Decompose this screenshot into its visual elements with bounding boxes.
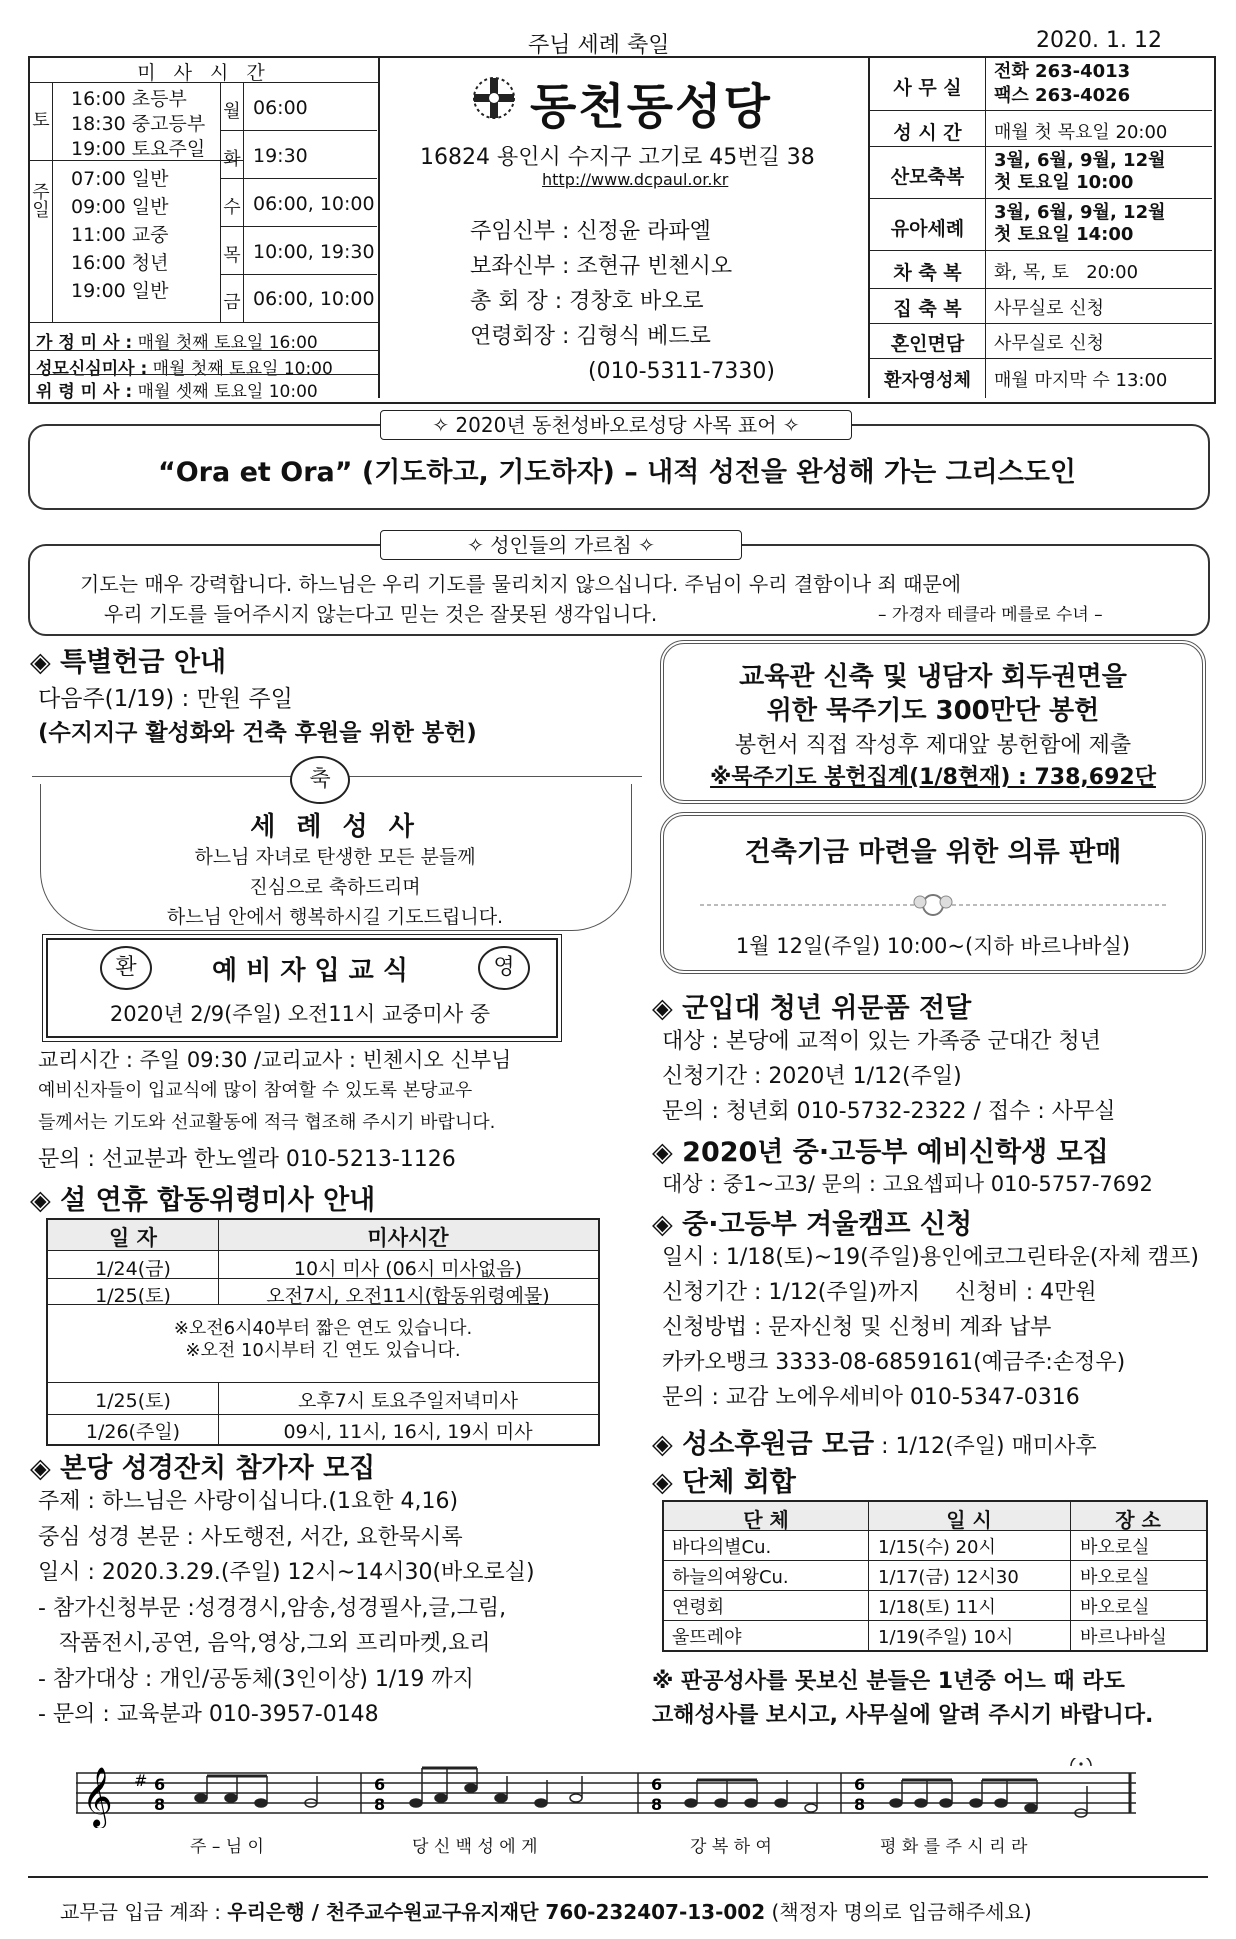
weekday-label: 수 [223,197,241,218]
list-item: 07:00 일반 [71,168,169,190]
table-cell: 1/19(주일) 10시 [878,1627,1014,1648]
svg-text:8: 8 [651,1795,663,1814]
table-cell: 바오로실 [1080,1567,1150,1588]
special-offering-line: 다음주(1/19) : 만원 주일 [38,686,293,712]
table-cell: 1/25(토) [95,1390,171,1412]
parish-url[interactable]: http://www.dcpaul.or.kr [542,170,729,189]
office-value: 매월 마지막 수 13:00 [994,370,1168,391]
list-item: 신청방법 : 문자신청 및 신청비 계좌 납부 [662,1315,1052,1340]
extra-mass-row: 가 정 미 사 : 매월 첫째 토요일 16:00 [36,333,318,353]
bible-fest-title: ◈ 본당 성경잔치 참가자 모집 [30,1453,376,1484]
sun-label: 주일 [29,182,50,218]
list-item: 대상 : 본당에 교적이 있는 가족중 군대간 청년 [662,1029,1101,1054]
catechumen-line: 교리시간 : 주일 09:30 /교리교사 : 빈첸시오 신부님 [38,1048,512,1072]
office-value: 3월, 6월, 9월, 12월 첫 토요일 10:00 [994,150,1166,193]
table-cell: 1/24(금) [95,1258,171,1280]
svg-text:8: 8 [854,1795,866,1814]
lyric-text: 당 신 백 성 에 게 [412,1837,538,1857]
weekday-label: 금 [223,292,241,313]
table-note: ※오전 10시부터 긴 연도 있습니다. [185,1340,461,1361]
table-cell: 바오로실 [1080,1537,1150,1558]
table-cell: 1/15(수) 20시 [878,1537,996,1558]
rosary-count: ※묵주기도 봉헌집계(1/8현재) : 738,692단 [710,765,1156,790]
weekday-mass-list [220,82,377,322]
table-cell: 연령회 [672,1597,725,1618]
parish-logo [470,74,518,122]
baptism-line: 하느님 자녀로 탄생한 모든 분들께 [194,846,476,868]
table-cell: 바다의별Cu. [672,1537,772,1558]
svg-text:6: 6 [154,1775,166,1794]
catechumen-line: 예비신자들이 입교식에 많이 참여할 수 있도록 본당교우 [38,1080,473,1101]
bible-fest-lines [38,1484,535,1733]
list-item: - 문의 : 교육분과 010-3957-0148 [38,1702,379,1727]
staff-list: 주임신부 : 신정윤 라파엘 보좌신부 : 조현규 빈첸시오 총 회 장 : 경창호 바오로 연령회장 : 김형식 베드로 (010-5311-7330) [470,219,776,384]
table-cell: 1/17(금) 12시30 [878,1567,1019,1588]
weekday-time: 10:00, 19:30 [253,241,375,263]
table-cell: 1/18(토) 11시 [878,1597,996,1618]
svg-text:𝄞: 𝄞 [82,1767,113,1827]
baptism-line: 하느님 안에서 행복하시길 기도드립니다. [166,906,504,928]
list-item: 18:30 중고등부 [71,113,206,135]
sanctuary-row: ◈ 성소후원금 모금 : 1/12(주일) 매미사후 [652,1429,1097,1460]
saints-tag: ✧ 성인들의 가르침 ✧ [380,530,742,560]
office-value: 사무실로 신청 [994,333,1105,354]
list-item: 일시 : 2020.3.29.(주일) 12시~14시30(바오로실) [38,1560,535,1585]
office-label: 사 무 실 [893,77,962,99]
rosary-title: 위한 묵주기도 300만단 봉헌 [766,696,1100,726]
military-title: ◈ 군입대 청년 위문품 전달 [652,993,972,1024]
table-cell: 1/25(토) [95,1285,171,1307]
clothing-title: 건축기금 마련을 위한 의류 판매 [744,837,1122,868]
svg-text:#: # [134,1771,148,1790]
table-cell: 오후7시 토요주일저녁미사 [297,1390,519,1412]
catechumen-line: 들께서는 기도와 선교활동에 적극 협조해 주시기 바랍니다. [38,1112,496,1133]
catechumen-date: 2020년 2/9(주일) 오전11시 교중미사 중 [109,1002,491,1026]
motto-tag: ✧ 2020년 동천성바오로성당 사목 표어 ✧ [380,410,852,440]
table-cell: 1/26(주일) [85,1421,181,1443]
baptism-title: 세 례 성 사 [250,812,420,842]
office-label: 유아세례 [890,218,965,240]
weekday-time: 06:00 [253,97,308,119]
new-year-table [46,1218,600,1446]
list-item: 09:00 일반 [71,196,169,218]
svg-text:6: 6 [651,1775,663,1794]
list-item: 문의 : 교감 노에우세비아 010-5347-0316 [662,1385,1080,1410]
feast-title: 주님 세례 축일 [528,33,670,58]
office-label: 환자영성체 [884,370,971,391]
table-header: 일 자 [109,1226,157,1250]
camp-title: ◈ 중·고등부 겨울캠프 신청 [652,1209,973,1240]
lyric-text: 평 화 를 주 시 리 라 [880,1837,1028,1857]
list-item: 16:00 청년 [71,252,169,274]
footer-divider [28,1876,1208,1878]
weekday-label: 화 [223,149,241,170]
svg-text:8: 8 [374,1795,386,1814]
weekday-time: 06:00, 10:00 [253,193,375,215]
welcome-badge-icon: 환 [100,946,152,990]
groups-title: ◈ 단체 회합 [652,1467,796,1498]
table-cell: 바르나바실 [1080,1627,1167,1648]
svg-text:8: 8 [154,1795,166,1814]
table-cell: 바오로실 [1080,1597,1150,1618]
rosary-title: 교육관 신축 및 냉담자 회두권면을 [739,662,1127,692]
special-offering-title: ◈ 특별헌금 안내 [30,647,227,678]
list-item: 작품전시,공연, 음악,영상,그외 프리마켓,요리 [38,1631,491,1656]
office-label: 산모축복 [890,166,965,188]
parish-address: 16824 용인시 수지구 고기로 45번길 38 [420,145,815,170]
list-item: 카카오뱅크 3333-08-6859161(예금주:손정우) [662,1350,1126,1375]
table-note: ※오전6시40부터 짧은 연도 있습니다. [173,1318,473,1339]
list-item: - 참가대상 : 개인/공동체(3인이상) 1/19 까지 [38,1666,474,1692]
camp-lines [662,1240,1199,1415]
list-item: 19:00 일반 [71,280,169,302]
new-year-title: ◈ 설 연휴 합동위령미사 안내 [30,1185,376,1216]
list-item: - 참가신청부문 :성경경시,암송,성경필사,글,그림, [38,1595,507,1621]
footer-account: 교무금 입금 계좌 : 우리은행 / 천주교수원교구유지재단 760-232407-13-002 (책정자 명의로 입금해주세요) [60,1900,1032,1924]
office-info [868,58,1212,398]
table-header: 미사시간 [367,1226,449,1250]
saints-line: 기도는 매우 강력합니다. 하느님은 우리 기도를 물리치지 않으십니다. 주님이 우리 결함이나 죄 때문에 [80,572,962,596]
table-cell: 오전7시, 오전11시(합동위령예물) [266,1285,550,1307]
seminary-title: ◈ 2020년 중·고등부 예비신학생 모집 [652,1137,1109,1168]
parish-name: 동천동성당 [530,79,772,135]
table-header: 장 소 [1115,1508,1161,1532]
table-header: 일 시 [946,1508,992,1532]
special-offering-line: (수지지구 활성화와 건축 후원을 위한 봉헌) [38,720,477,746]
office-value: 매월 첫 목요일 20:00 [994,122,1168,143]
clothing-date: 1월 12일(주일) 10:00~(지하 바르나바실) [735,934,1131,958]
bulletin-date: 2020. 1. 12 [1036,28,1162,53]
office-label: 혼인면담 [890,333,965,355]
weekday-time: 06:00, 10:00 [253,288,375,310]
office-value: 사무실로 신청 [994,298,1105,319]
lyric-text: 주 – 님 이 [190,1837,264,1857]
list-item: 일시 : 1/18(토)~19(주일)용인에코그린타운(자체 캠프) [662,1245,1200,1270]
lyric-text: 강 복 하 여 [690,1837,772,1857]
weekday-time: 19:30 [253,145,308,167]
catechumen-contact: 문의 : 선교분과 한노엘라 010-5213-1126 [38,1147,456,1172]
groups-table [662,1500,1208,1652]
list-item: 주제 : 하느님은 사랑이십니다.(1요한 4,16) [38,1489,459,1514]
table-cell: 울뜨레야 [672,1627,742,1648]
list-item: 19:00 토요주일 [71,138,206,160]
military-lines [662,1024,1116,1129]
confession-line: ※ 판공성사를 못보신 분들은 1년중 어느 때 라도 [652,1669,1125,1694]
table-header: 단 체 [743,1508,789,1532]
mass-schedule-title: 미 사 시 간 [30,58,378,83]
list-item: 신청기간 : 1/12(주일)까지 신청비 : 4만원 [662,1280,1097,1305]
svg-text:6: 6 [854,1775,866,1794]
list-item: 11:00 교중 [71,224,169,246]
office-label: 차 축 복 [893,262,962,284]
table-cell: 10시 미사 (06시 미사없음) [293,1258,523,1280]
office-value: 전화 263-4013 팩스 263-4026 [994,61,1131,106]
list-item: 중심 성경 본문 : 사도행전, 서간, 요한묵시록 [38,1524,463,1550]
table-cell: 09시, 11시, 16시, 19시 미사 [283,1421,533,1443]
table-cell: 하늘의여왕Cu. [672,1567,789,1588]
weekday-label: 월 [223,101,241,122]
office-value: 3월, 6월, 9월, 12월 첫 토요일 14:00 [994,202,1166,245]
office-label: 집 축 복 [893,298,962,320]
list-item: 문의 : 청년회 010-5732-2322 / 접수 : 사무실 [662,1099,1116,1124]
office-value: 화, 목, 토 20:00 [994,262,1139,283]
flower-ornament-icon [700,890,1166,920]
svg-text:6: 6 [374,1775,386,1794]
baptism-line: 진심으로 축하드리며 [249,876,421,898]
list-item: 16:00 초등부 [71,88,187,110]
list-item: 신청기간 : 2020년 1/12(주일) [662,1064,962,1089]
office-label: 성 시 간 [893,122,962,144]
sat-label: 토 [30,82,52,161]
mass-schedule [29,58,380,402]
seminary-line: 대상 : 중1~고3/ 문의 : 고요셉피나 010-5757-7692 [662,1172,1153,1196]
extra-mass-row: 위 령 미 사 : 매월 셋째 토요일 10:00 [36,382,318,402]
extra-mass-row: 성모신심미사 : 매월 첫째 토요일 10:00 [36,359,333,379]
welcome-badge-icon: 영 [478,946,530,990]
weekday-label: 목 [223,245,241,266]
motto-text: “Ora et Ora” (기도하고, 기도하자) – 내적 성전을 완성해 가는 그리스도인 [157,457,1076,488]
saints-line: 우리 기도를 들어주시지 않는다고 믿는 것은 잘못된 생각입니다. [104,602,658,626]
confession-line: 고해성사를 보시고, 사무실에 알려 주시기 바랍니다. [652,1703,1154,1728]
rosary-line: 봉헌서 직접 작성후 제대앞 봉헌함에 제출 [734,733,1132,758]
celebration-badge-icon: 축 [290,756,350,804]
saints-source: – 가경자 테클라 메를로 수녀 – [878,605,1103,625]
catechumen-title: 예 비 자 입 교 식 [212,956,408,986]
